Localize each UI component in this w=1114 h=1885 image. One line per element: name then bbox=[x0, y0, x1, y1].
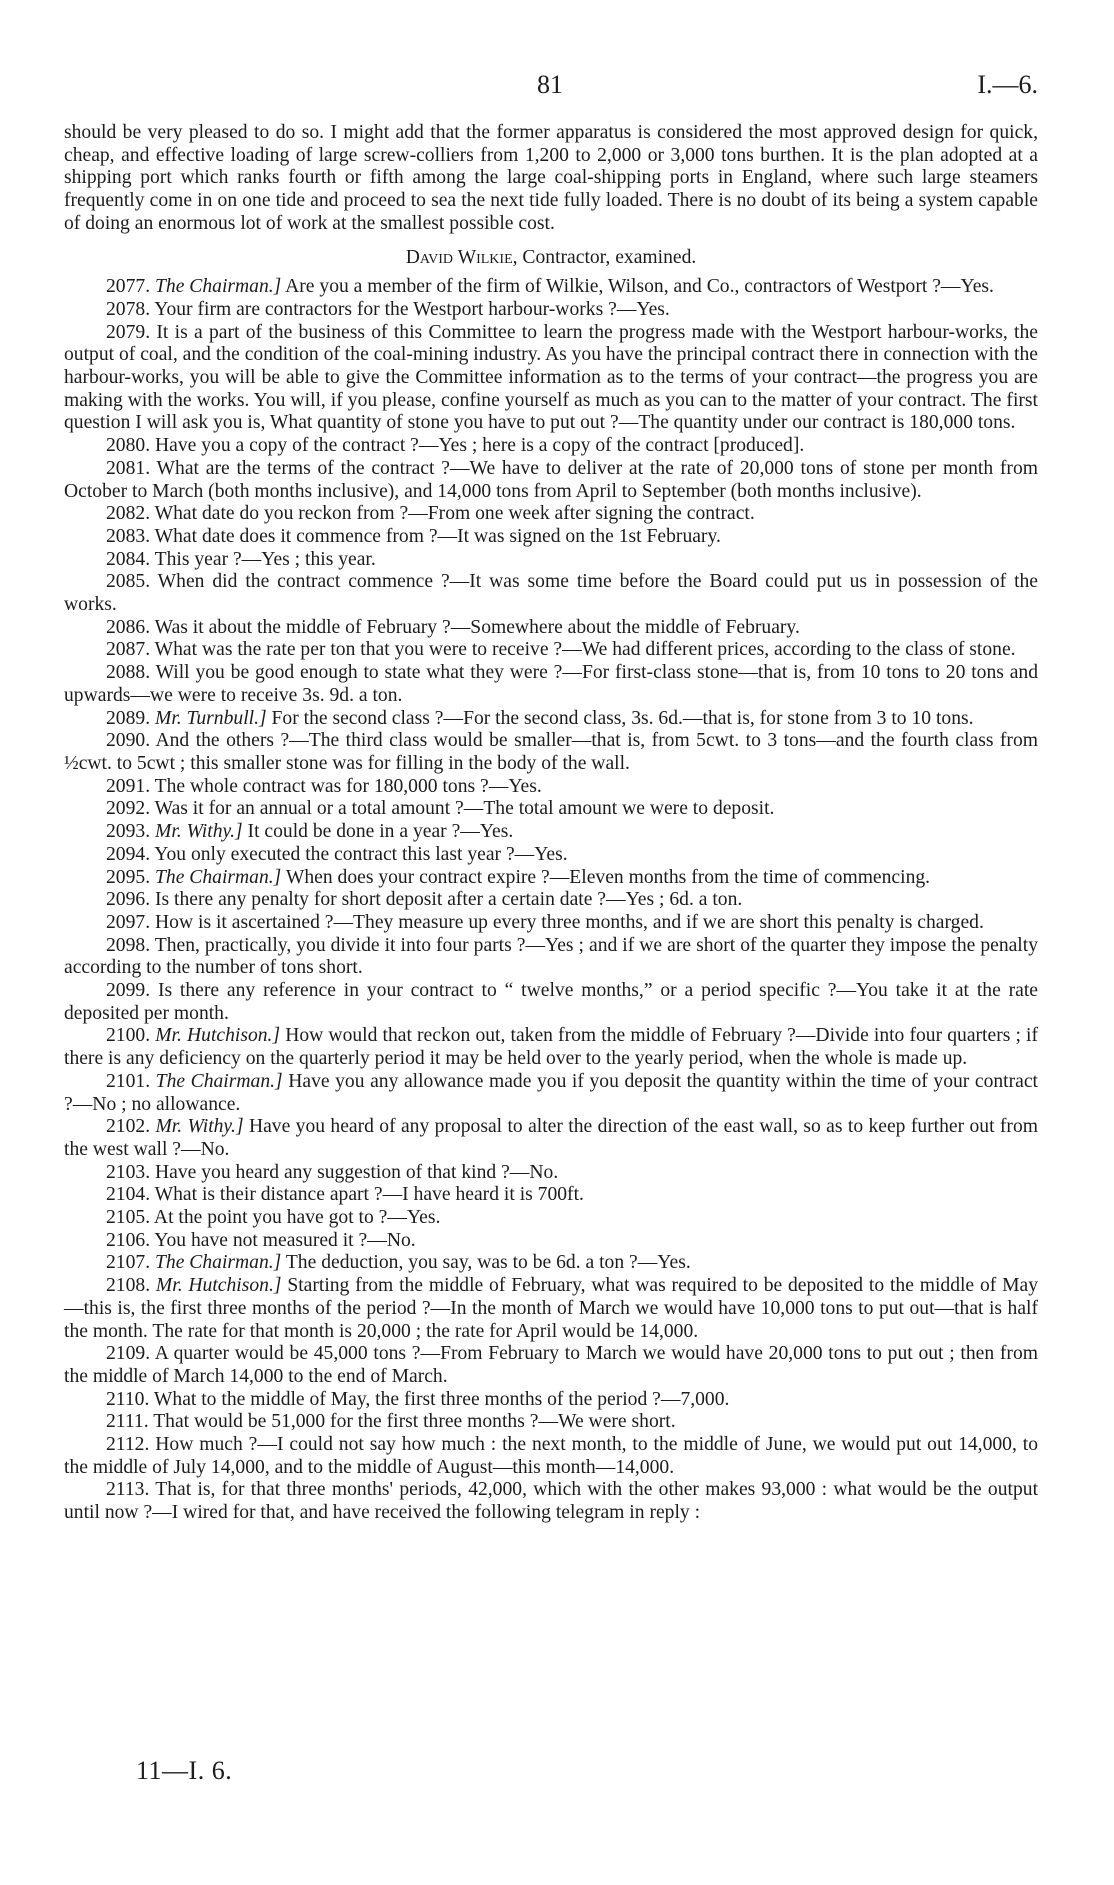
question-text: That would be 51,000 for the first three months ?—We were short. bbox=[153, 1411, 676, 1433]
question-number: 2091. bbox=[106, 775, 151, 797]
question-number: 2089. bbox=[106, 707, 151, 729]
question-paragraph bbox=[64, 844, 1038, 867]
question-paragraph bbox=[64, 1411, 1038, 1434]
question-text: And the others ?—The third class would be smaller—that is, from 5cwt. to 3 tons—and the fourth class from ½cwt. to 5cwt ; this smaller stone was for filling in the body of the wall. bbox=[64, 730, 1038, 774]
question-number: 2078. bbox=[106, 298, 151, 320]
question-paragraph bbox=[64, 935, 1038, 980]
question-text: It is a part of the business of this Committee to learn the progress made with the Westport harbour-works, the output of coal, and the condition of the coal-mining industry. As you have the principal contract there in connection with the harbour-works, you will be able to give the Committee information as to the terms of your contract—the progress you are making with the works. You will, if you please, confine yourself as much as you can to the matter of your contract. The first question I will ask you is, What quantity of stone you have to put out ?—The quantity under our contract is 180,000 tons. bbox=[64, 321, 1038, 434]
question-paragraph bbox=[64, 1116, 1038, 1161]
speaker-name: Mr. Hutchison.] bbox=[155, 1275, 282, 1297]
question-paragraph bbox=[64, 1025, 1038, 1070]
witness-role: , Contractor, examined. bbox=[512, 246, 697, 268]
speaker-name: Mr. Withy.] bbox=[155, 1116, 244, 1138]
question-number: 2101. bbox=[106, 1070, 151, 1092]
question-paragraph bbox=[64, 322, 1038, 436]
question-number: 2095. bbox=[106, 866, 151, 888]
question-text: When did the contract commence ?—It was some time before the Board could put us in possession of the works. bbox=[64, 571, 1039, 616]
question-paragraph bbox=[64, 617, 1038, 640]
question-list bbox=[64, 276, 1038, 1525]
question-paragraph bbox=[64, 980, 1038, 1025]
question-number: 2092. bbox=[106, 798, 151, 820]
question-paragraph bbox=[64, 1343, 1038, 1388]
question-number: 2077. bbox=[106, 276, 151, 298]
page-number: 81 bbox=[537, 70, 563, 99]
question-paragraph bbox=[64, 821, 1038, 844]
question-number: 2098. bbox=[106, 934, 151, 956]
question-text: You only executed the contract this last year ?—Yes. bbox=[154, 843, 568, 865]
question-text: How would that reckon out, taken from the middle of February ?—Divide into four quarters ; if there is any deficiency on the quarterly period it may be held over to the yearly period, when the whole is made up. bbox=[64, 1025, 1038, 1070]
document-reference: I.—6. bbox=[977, 70, 1038, 99]
question-text: Starting from the middle of February, what was required to be deposited to the middle of May—this is, the first three months of the period ?—In the month of March we would have 10,000 tons to put out—that is half the month. The rate for that month is 20,000 ; the rate for April would be 14,000. bbox=[64, 1275, 1038, 1342]
question-text: At the point you have got to ?—Yes. bbox=[153, 1207, 441, 1229]
question-text: What to the middle of May, the first three months of the period ?—7,000. bbox=[153, 1388, 730, 1410]
speaker-name: The Chairman.] bbox=[155, 1070, 283, 1092]
question-number: 2105. bbox=[106, 1207, 151, 1229]
speaker-name: Mr. Withy.] bbox=[155, 821, 243, 843]
question-number: 2107. bbox=[106, 1252, 151, 1274]
question-number: 2112. bbox=[106, 1434, 150, 1456]
question-paragraph bbox=[64, 1275, 1038, 1343]
witness-heading bbox=[64, 247, 1038, 270]
question-text: Have you heard any suggestion of that kind ?—No. bbox=[155, 1161, 559, 1183]
question-paragraph bbox=[64, 1230, 1038, 1253]
question-number: 2086. bbox=[106, 616, 151, 638]
question-number: 2093. bbox=[106, 821, 151, 843]
question-text: What is their distance apart ?—I have heard it is 700ft. bbox=[154, 1184, 584, 1206]
question-paragraph bbox=[64, 798, 1038, 821]
question-number: 2113. bbox=[106, 1479, 150, 1501]
question-paragraph bbox=[64, 276, 1038, 299]
question-text: For the second class ?—For the second class, 3s. 6d.—that is, for stone from 3 to 10 tons. bbox=[271, 707, 974, 729]
question-text: This year ?—Yes ; this year. bbox=[154, 548, 376, 570]
intro-paragraph: should be very pleased to do so. I might add that the former apparatus is considered the most approved design for quick, cheap, and effective loading of large screw-colliers from 1,200 to 2,000 or 3,000 tons burthen. It is the plan adopted at a shipping port which ranks fourth or fifth among the large coal-shipping ports in England, where such large steamers frequently come in on one tide and proceed to sea the next tide fully loaded. There is no doubt of its being a system capable of doing an enormous lot of work at the smallest possible cost. bbox=[64, 122, 1038, 234]
question-number: 2082. bbox=[106, 503, 151, 525]
question-paragraph bbox=[64, 549, 1038, 572]
question-number: 2108. bbox=[106, 1275, 151, 1297]
speaker-name: Mr. Turnbull.] bbox=[155, 707, 267, 729]
question-text: What date does it commence from ?—It was signed on the 1st February. bbox=[154, 525, 721, 547]
question-number: 2100. bbox=[106, 1025, 151, 1047]
question-paragraph bbox=[64, 1071, 1038, 1116]
question-number: 2094. bbox=[106, 843, 151, 865]
question-paragraph bbox=[64, 435, 1038, 458]
question-text: Is there any reference in your contract to “ twelve months,” or a period specific ?—You take it at the rate deposited per month. bbox=[64, 980, 1038, 1024]
question-number: 2084. bbox=[106, 548, 151, 570]
speaker-name: The Chairman.] bbox=[155, 1252, 282, 1274]
question-text: Was it for an annual or a total amount ?—The total amount we were to deposit. bbox=[154, 798, 775, 820]
question-text: How much ?—I could not say how much : the next month, to the middle of June, we would put out 14,000, to the middle of July 14,000, and to the middle of August—this month—14,000. bbox=[64, 1434, 1038, 1478]
speaker-name: The Chairman.] bbox=[155, 866, 282, 888]
question-text: Your firm are contractors for the Westport harbour-works ?—Yes. bbox=[154, 298, 670, 320]
question-paragraph bbox=[64, 867, 1038, 890]
question-paragraph bbox=[64, 912, 1038, 935]
question-number: 2099. bbox=[106, 980, 151, 1002]
question-number: 2104. bbox=[106, 1184, 151, 1206]
question-paragraph bbox=[64, 1207, 1038, 1230]
witness-name: David Wilkie bbox=[405, 246, 513, 268]
question-text: Was it about the middle of February ?—Somewhere about the middle of February. bbox=[154, 616, 800, 638]
question-text: How is it ascertained ?—They measure up every three months, and if we are short this penalty is charged. bbox=[155, 911, 984, 933]
question-text: Have you a copy of the contract ?—Yes ; here is a copy of the contract [produced]. bbox=[155, 435, 805, 457]
speaker-name: The Chairman.] bbox=[155, 276, 282, 298]
question-text: Is there any penalty for short deposit after a certain date ?—Yes ; 6d. a ton. bbox=[155, 889, 743, 911]
question-text: The whole contract was for 180,000 tons ?—Yes. bbox=[154, 775, 542, 797]
question-paragraph bbox=[64, 776, 1038, 799]
question-number: 2106. bbox=[106, 1229, 151, 1251]
question-number: 2083. bbox=[106, 525, 151, 547]
question-paragraph bbox=[64, 1252, 1038, 1275]
question-text: Have you heard of any proposal to alter the direction of the east wall, so as to keep further out from the west wall ?—No. bbox=[64, 1116, 1038, 1160]
question-paragraph bbox=[64, 1389, 1038, 1412]
question-text: Will you be good enough to state what they were ?—For first-class stone—that is, from 10 tons to 20 tons and upwards—we were to receive 3s. 9d. a ton. bbox=[64, 662, 1039, 706]
question-paragraph bbox=[64, 1184, 1038, 1207]
question-paragraph bbox=[64, 1479, 1038, 1524]
question-number: 2096. bbox=[106, 889, 151, 911]
question-number: 2110. bbox=[106, 1388, 150, 1410]
question-number: 2081. bbox=[106, 457, 151, 479]
question-paragraph bbox=[64, 503, 1038, 526]
question-text: Then, practically, you divide it into four parts ?—Yes ; and if we are short of the quarter they impose the penalty according to the number of tons short. bbox=[64, 934, 1038, 979]
question-number: 2080. bbox=[106, 435, 151, 457]
question-number: 2079. bbox=[106, 321, 151, 343]
question-paragraph bbox=[64, 708, 1038, 731]
question-paragraph bbox=[64, 571, 1038, 616]
question-text: It could be done in a year ?—Yes. bbox=[247, 821, 514, 843]
question-paragraph bbox=[64, 526, 1038, 549]
question-text: What are the terms of the contract ?—We have to deliver at the rate of 20,000 tons of stone per month from October to March (both months inclusive), and 14,000 tons from April to September (both months inclusive). bbox=[64, 457, 1038, 502]
question-text: You have not measured it ?—No. bbox=[154, 1229, 416, 1251]
question-number: 2102. bbox=[106, 1116, 151, 1138]
question-number: 2103. bbox=[106, 1161, 151, 1183]
question-paragraph bbox=[64, 639, 1038, 662]
question-paragraph bbox=[64, 458, 1038, 503]
question-number: 2111. bbox=[106, 1411, 149, 1433]
question-paragraph bbox=[64, 662, 1038, 707]
question-text: When does your contract expire ?—Eleven months from the time of commencing. bbox=[285, 866, 931, 888]
question-text: Are you a member of the firm of Wilkie, Wilson, and Co., contractors of Westport ?—Yes. bbox=[285, 276, 994, 298]
question-text: A quarter would be 45,000 tons ?—From February to March we would have 20,000 tons to put out ; then from the middle of March 14,000 to the end of March. bbox=[64, 1343, 1038, 1387]
signature-mark: 11—I. 6. bbox=[136, 1756, 233, 1785]
question-number: 2090. bbox=[106, 730, 151, 752]
question-number: 2097. bbox=[106, 911, 151, 933]
question-paragraph bbox=[64, 889, 1038, 912]
body-text bbox=[64, 122, 1038, 1525]
question-number: 2088. bbox=[106, 662, 151, 684]
question-text: What was the rate per ton that you were to receive ?—We had different prices, according to the class of stone. bbox=[154, 639, 1016, 661]
question-paragraph bbox=[64, 730, 1038, 775]
question-text: What date do you reckon from ?—From one week after signing the contract. bbox=[154, 503, 755, 525]
question-number: 2085. bbox=[106, 571, 151, 593]
question-text: Have you any allowance made you if you deposit the quantity within the time of your contract ?—No ; no allowance. bbox=[64, 1070, 1038, 1115]
question-paragraph bbox=[64, 1162, 1038, 1185]
question-paragraph bbox=[64, 1434, 1038, 1479]
speaker-name: Mr. Hutchison.] bbox=[155, 1025, 281, 1047]
question-text: That is, for that three months' periods, 42,000, which with the other makes 93,000 : what would be the output until now ?—I wired for that, and have received the following telegram in reply : bbox=[64, 1479, 1039, 1524]
question-number: 2109. bbox=[106, 1343, 151, 1365]
question-text: The deduction, you say, was to be 6d. a ton ?—Yes. bbox=[285, 1252, 691, 1274]
question-number: 2087. bbox=[106, 639, 151, 661]
question-paragraph bbox=[64, 299, 1038, 322]
